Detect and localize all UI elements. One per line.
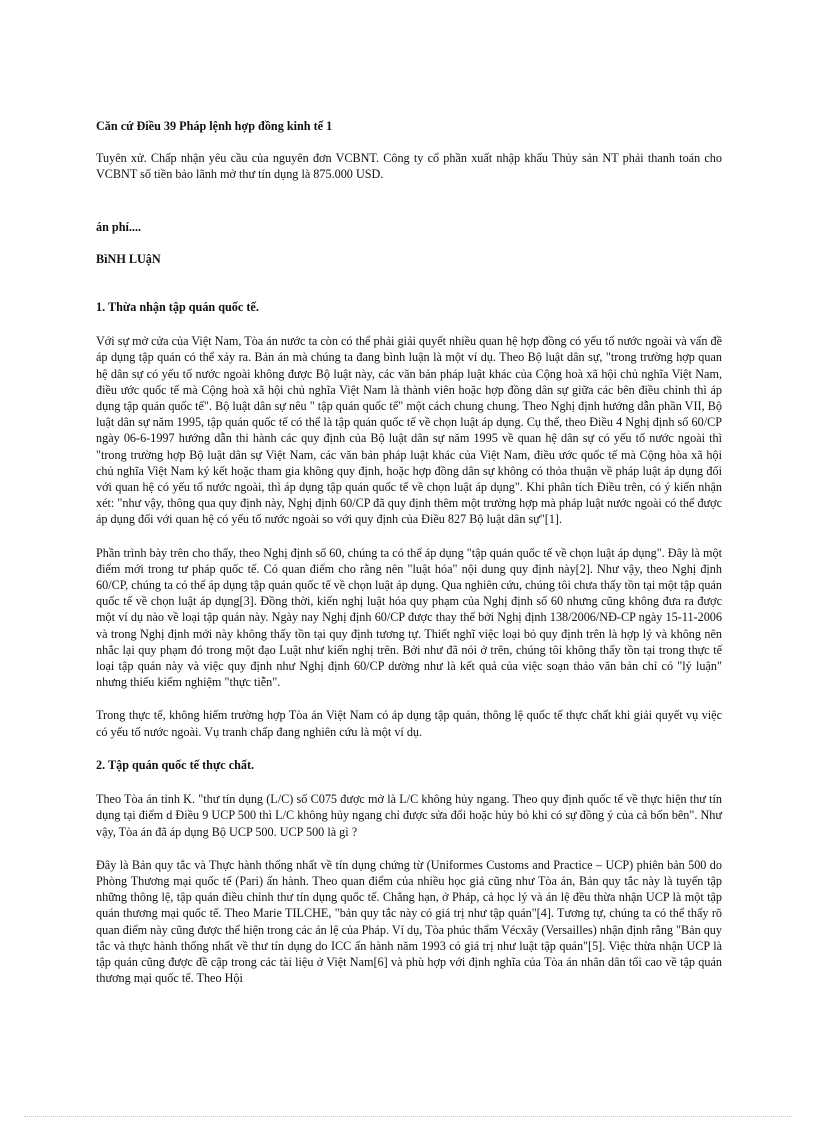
section-2-paragraph-2: Đây là Bản quy tắc và Thực hành thống nhất về tín dụng chứng từ (Uniformes Customs and Practice – UCP) phiên bản 500 do Phòng Thương mại quốc tế (Pari) ấn hành. Theo quan điểm của nhiều học giả cũng như Tòa án, Bản quy tắc này là tuyển tập những thông lệ, tập quán điều chỉnh thư tín dụng quốc tế. Chẳng hạn, ở Pháp, cả học lý và án lệ đều thừa nhận UCP là một tập quán thương mại quốc tế. Theo Marie TILCHE, "bản quy tắc này có giá trị như tập quán"[4]. Tương tự, chúng ta có thể thấy rõ quan điểm này cũng được thể hiện trong các án lệ của Pháp. Ví dụ, Tòa phúc thẩm Vécxây (Versailles) nhận định rằng "Bản quy tắc và thực hành thống nhất về thư tín dụng do ICC ấn hành năm 1993 có giá trị như luật tập quán"[5]. Việc thừa nhận UCP là tập quán cũng được đề cập trong các tài liệu ở Việt Nam[6] và phù hợp với định nghĩa của Tòa án nhân dân tối cao về tập quán thương mại quốc tế. Theo Hội (96, 857, 722, 986)
commentary-heading: BìNH LUậN (96, 251, 161, 266)
document-body (96, 118, 722, 986)
section-1-paragraph-1: Với sự mở cửa của Việt Nam, Tòa án nước ta còn có thể phải giải quyết nhiều quan hệ hợp đồng có yếu tố nước ngoài và vấn đề áp dụng tập quán có thể xảy ra. Bản án mà chúng ta đang bình luận là một ví dụ. Theo Bộ luật dân sự, "trong trường hợp quan hệ dân sự có yếu tố nước ngoài không được Bộ luật này, các văn bản pháp luật khác của Cộng hoà xã hội chủ nghĩa Việt Nam, điều ước quốc tế mà Cộng hoà xã hội chủ nghĩa Việt Nam là thành viên hoặc hợp đồng dân sự giữa các bên điều chỉnh thì áp dụng tập quán quốc tế". Bộ luật dân sự nêu " tập quán quốc tế" một cách chung chung. Theo Nghị định hướng dẫn phần VII, Bộ luật dân sự năm 1995, tập quán quốc tế có thể là tập quán quốc tế về chọn luật áp dụng. Cụ thể, theo Điều 4 Nghị định số 60/CP ngày 06-6-1997 hướng dẫn thi hành các quy định của Bộ luật dân sự năm 1995 về quan hệ dân sự có yếu tố nước ngoài thì "trong trường hợp Bộ luật dân sự Việt Nam, các văn bản pháp luật khác của Việt Nam, điều ước quốc tế mà Cộng hòa xã hội chủ nghĩa Việt Nam ký kết hoặc tham gia không quy định, hoặc hợp đồng dân sự không có thỏa thuận về pháp luật áp dụng đối với quan hệ có yếu tố nước ngoài, thì áp dụng tập quán quốc tế về chọn luật áp dụng". Khi phân tích Điều trên, có ý kiến nhận xét: "như vậy, thông qua quy định này, Nghị định 60/CP đã quy định thêm một trường hợp mà pháp luật nước ngoài có thể được áp dụng đối với quan hệ có yếu tố nước ngoài so với quy định của Điều 827 Bộ luật dân sự"[1]. (96, 334, 722, 527)
section-1-title: 1. Thừa nhận tập quán quốc tế. (96, 300, 259, 315)
section-2-title: 2. Tập quán quốc tế thực chất. (96, 757, 255, 772)
court-fee-line: án phí.... (96, 219, 142, 234)
verdict-paragraph: Tuyên xử. Chấp nhận yêu cầu của nguyên đơn VCBNT. Công ty cổ phần xuất nhập khẩu Thủy sản NT phải thanh toán cho VCBNT số tiền bảo lãnh mở thư tín dụng là 875.000 USD. (96, 151, 722, 182)
section-1-paragraph-2: Phần trình bày trên cho thấy, theo Nghị định số 60, chúng ta có thể áp dụng "tập quán quốc tế về chọn luật áp dụng". Đây là một điểm mới trong tư pháp quốc tế. Có quan điểm cho rằng nên "luật hóa" nội dung quy định này[2]. Như vậy, theo Nghị định 60/CP, chúng ta có thể áp dụng tập quán quốc tế về chọn luật áp dụng. Qua nghiên cứu, chúng tôi chưa thấy tồn tại một tập quán quốc tế về chọn luật áp dụng[3]. Đồng thời, kiến nghị luật hóa quy phạm của Nghị định số 60 nhưng cũng không đưa ra được một ví dụ nào về loại tập quán này. Ngày nay Nghị định 60/CP được thay thế bởi Nghị định 138/2006/NĐ-CP ngày 15-11-2006 và trong Nghị định mới này không thấy tồn tại quy định tương tự. Thiết nghĩ việc loại bỏ quy định trên là hợp lý và không nên nhắc lại quy phạm đó trong một đạo Luật như kiến nghị trên. Bởi như đã nói ở trên, chúng tôi không thấy tồn tại trong thực tế loại tập quán này và việc quy định như Nghị định 60/CP dường như là kết quả của việc soạn thảo văn bản chỉ có "lý luận" nhưng thiếu kiểm nghiệm "thực tiễn". (96, 545, 722, 690)
legal-basis-line: Căn cứ Điều 39 Pháp lệnh hợp đồng kinh tế 1 (96, 119, 333, 133)
section-2-paragraph-1: Theo Tòa án tỉnh K. "thư tín dụng (L/C) số C075 được mở là L/C không hủy ngang. Theo quy định quốc tế về thực hiện thư tín dụng tại điểm d Điều 9 UCP 500 thì L/C không hủy ngang chỉ được sửa đổi hoặc hủy bỏ khi có sự đồng ý của cả bốn bên". Như vậy, Tòa án đã áp dụng Bộ UCP 500. UCP 500 là gì ? (96, 792, 722, 839)
page-bottom-divider (24, 1116, 792, 1117)
section-1-paragraph-3: Trong thực tế, không hiếm trường hợp Tòa án Việt Nam có áp dụng tập quán, thông lệ quốc tế thực chất khi giải quyết vụ việc có yếu tố nước ngoài. Vụ tranh chấp đang nghiên cứu là một ví dụ. (96, 708, 722, 739)
